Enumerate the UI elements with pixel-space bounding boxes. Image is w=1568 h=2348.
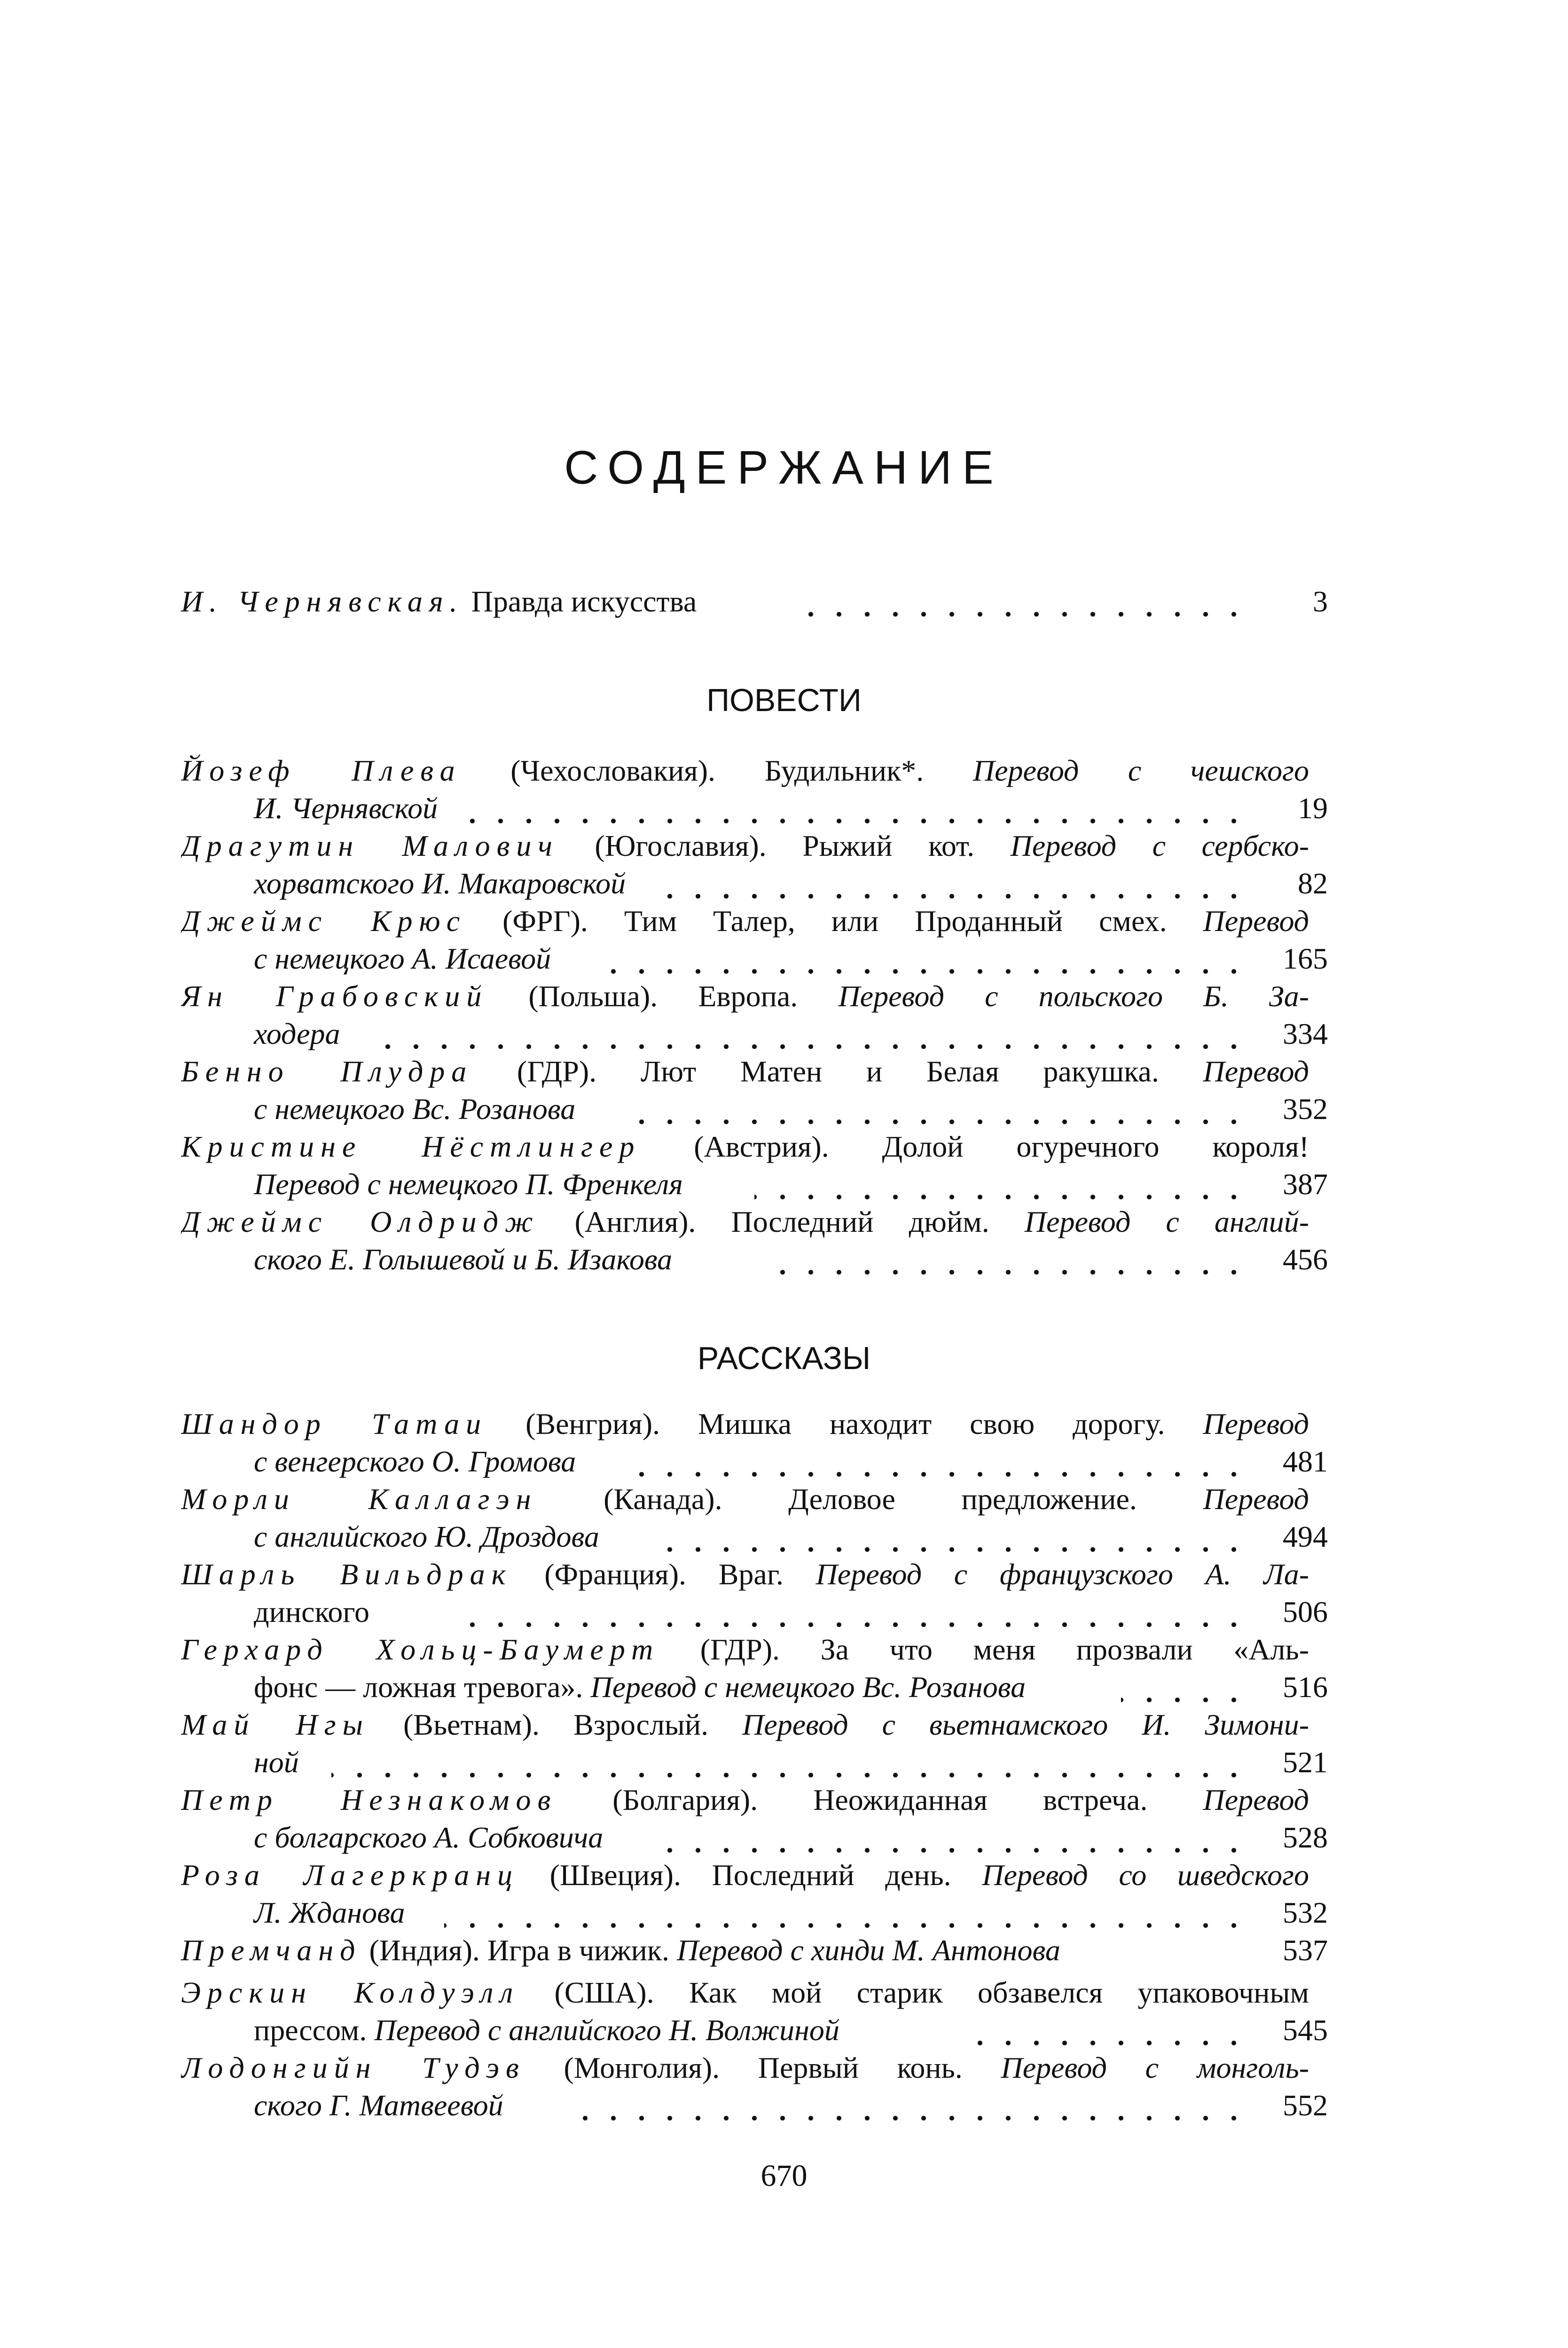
entry-translator: Перевод с немецкого П. Френкеля	[254, 1167, 683, 1201]
dot-leader	[764, 1270, 1248, 1275]
toc-entry	[181, 1405, 1328, 1480]
entry-page: 521	[1283, 1745, 1328, 1779]
entry-translator: с английского Ю. Дроздова	[254, 1520, 599, 1553]
toc-entry-line	[181, 978, 1309, 1015]
entry-title: (Швеция). Последний день.	[518, 1858, 982, 1892]
entry-translation: Перевод	[1203, 1055, 1309, 1088]
entry-author: И. Чернявская.	[181, 585, 464, 618]
toc-entry-line	[181, 1480, 1309, 1518]
entry-author: Йозеф Плева	[181, 754, 462, 787]
entry-author: Эрскин Колдуэлл	[181, 1976, 520, 2009]
entry-translation: Перевод с чешского	[972, 754, 1309, 787]
entry-page: 552	[1283, 2089, 1328, 2122]
entry-translator: ского Е. Голышевой и Б. Изакова	[254, 1243, 673, 1276]
entry-translator: ского Г. Матвеевой	[254, 2089, 503, 2122]
toc-entry-line	[181, 1894, 1328, 1932]
toc-entry-line	[181, 2011, 1328, 2049]
entry-translator: с болгарского А. Собковича	[254, 1821, 604, 1854]
toc-entry	[181, 827, 1328, 902]
dot-leader	[660, 894, 1248, 899]
entry-title: (Англия). Последний дюйм.	[539, 1205, 1025, 1238]
entry-title: (Венгрия). Мишка находит свою дорогу.	[487, 1407, 1203, 1440]
toc-entry-line	[181, 1631, 1309, 1668]
toc-entry-line	[181, 1053, 1309, 1090]
toc-entry-line	[181, 1203, 1309, 1241]
toc-entry-line	[181, 1241, 1328, 1278]
toc-entry-line	[181, 1556, 1309, 1593]
entry-title: (США). Как мой старик обзавелся упаковочным	[519, 1976, 1309, 2009]
entry-author: Шарль Вильдрак	[181, 1558, 512, 1591]
toc-entry-line	[181, 1443, 1328, 1480]
toc-entry	[181, 978, 1328, 1053]
toc-entry	[181, 752, 1328, 827]
entry-page: 528	[1283, 1821, 1328, 1854]
toc-entry-line	[181, 1744, 1328, 1781]
entry-translation: Перевод с вьетнамского И. Зимони-	[742, 1708, 1309, 1741]
dot-leader	[604, 969, 1248, 974]
toc-entry-line	[181, 1166, 1328, 1203]
entry-page: 532	[1283, 1896, 1328, 1929]
toc-entry	[181, 1932, 1328, 1969]
entry-author: Морли Каллагэн	[181, 1482, 538, 1516]
entry-title: (Польша). Европа.	[488, 979, 839, 1013]
entry-page: 19	[1298, 791, 1328, 825]
entry-page: 334	[1283, 1017, 1328, 1050]
toc-entry-line	[181, 1706, 1309, 1744]
entry-translator: динского	[254, 1595, 369, 1628]
entry-page: 82	[1298, 867, 1328, 900]
page-number: 670	[760, 2159, 808, 2193]
entry-author: Джеймс Олдридж	[181, 1205, 540, 1238]
entry-title-cont: прессом.	[254, 2013, 375, 2047]
toc-entry-line	[181, 1668, 1328, 1706]
entry-page: 481	[1283, 1445, 1328, 1478]
dot-leader	[463, 819, 1248, 823]
dot-leader	[754, 1195, 1248, 1199]
toc-entry	[181, 1128, 1328, 1203]
dot-leader	[444, 1923, 1248, 1928]
dot-leader	[331, 1773, 1248, 1777]
entry-translator: ной	[254, 1745, 299, 1779]
toc-entry	[181, 902, 1328, 978]
entry-page: 516	[1283, 1670, 1328, 1704]
entry-translator: с немецкого А. Исаевой	[254, 942, 551, 975]
section-heading-povesti: ПОВЕСТИ	[706, 682, 862, 718]
entry-title: (ФРГ). Тим Талер, или Проданный смех.	[466, 904, 1203, 938]
toc-entry	[181, 2049, 1328, 2124]
entry-translator: с немецкого Вс. Розанова	[254, 1092, 576, 1126]
toc-entry	[181, 1856, 1328, 1932]
dot-leader	[651, 1547, 1248, 1552]
dot-leader	[632, 1119, 1248, 1124]
entry-title: (Австрия). Долой огуречного короля!	[641, 1130, 1309, 1163]
entry-author: Драгутин Малович	[181, 829, 559, 862]
toc-entry	[181, 1631, 1328, 1706]
entry-title: (Канада). Деловое предложение.	[537, 1482, 1203, 1516]
toc-entry-preface	[181, 583, 1328, 620]
entry-translation: Перевод	[1203, 1482, 1309, 1516]
dot-leader	[369, 1044, 1248, 1049]
entry-author: Петр Незнакомов	[181, 1783, 557, 1816]
toc-entry	[181, 1053, 1328, 1128]
dot-leader	[1121, 1698, 1248, 1702]
entry-page: 494	[1283, 1520, 1328, 1553]
toc-entry	[181, 1203, 1328, 1278]
toc-entry	[181, 1556, 1328, 1631]
entry-title: (ГДР). Лют Матен и Белая ракушка.	[473, 1055, 1203, 1088]
toc-entry-line	[181, 1593, 1328, 1631]
entry-title: Правда искусства	[463, 585, 697, 618]
entry-translator: хорватского И. Макаровской	[254, 867, 626, 900]
entry-translation: Перевод	[1203, 904, 1309, 938]
entry-page: 506	[1283, 1595, 1328, 1628]
entry-title-cont: фонс — ложная тревога».	[254, 1670, 591, 1704]
entry-author: Кристине Нёстлингер	[181, 1130, 641, 1163]
entry-author: Май Нгы	[181, 1708, 369, 1741]
toc-entry-line	[181, 1974, 1309, 2011]
entry-author: Герхард Хольц-Баумерт	[181, 1633, 660, 1666]
entry-title: (ГДР). За что меня прозвали «Аль-	[659, 1633, 1309, 1666]
dot-leader	[632, 1472, 1248, 1477]
entry-page: 537	[1283, 1933, 1328, 1967]
section-heading-rasskazy: РАССКАЗЫ	[697, 1340, 871, 1376]
dot-leader	[463, 1622, 1248, 1627]
toc-entry-line	[181, 1819, 1328, 1856]
toc-entry-line	[181, 902, 1309, 940]
toc-entry-line	[181, 865, 1328, 902]
toc-entry-line	[181, 1932, 1328, 1969]
entry-translator: ходера	[254, 1017, 340, 1050]
entry-title: (Монголия). Первый конь.	[525, 2051, 1001, 2084]
entry-author: Бенно Плудра	[181, 1055, 473, 1088]
entry-page: 456	[1283, 1243, 1328, 1276]
entry-title: (Франция). Враг.	[512, 1558, 816, 1591]
entry-translator: с венгерского О. Громова	[254, 1445, 576, 1478]
toc-entry-line	[181, 2087, 1328, 2124]
dot-leader	[660, 1848, 1248, 1853]
entry-title: (Болгария). Неожиданная встреча.	[557, 1783, 1203, 1816]
entry-title: (Югославия). Рыжий кот.	[558, 829, 1011, 862]
entry-translation: Перевод	[1203, 1783, 1309, 1816]
entry-title: (Индия). Игра в чижик.	[361, 1933, 677, 1967]
entry-translation: Перевод с хинди М. Антонова	[676, 1933, 1060, 1967]
entry-page: 165	[1283, 942, 1328, 975]
toc-entry-line	[181, 827, 1309, 865]
toc-entry-line	[181, 2049, 1309, 2087]
toc-entry-line	[181, 1015, 1328, 1053]
toc-entry-line	[181, 1128, 1309, 1166]
entry-translation: Перевод с польского Б. За-	[838, 979, 1309, 1013]
entry-translator: Перевод с английского Н. Волжиной	[374, 2013, 839, 2047]
entry-page: 545	[1283, 2013, 1328, 2047]
page-title: СОДЕРЖАНИЕ	[564, 441, 1004, 494]
toc-entry	[181, 1781, 1328, 1856]
entry-page: 352	[1283, 1092, 1328, 1126]
entry-translator: Л. Жданова	[254, 1896, 405, 1929]
toc-entry-line	[181, 1781, 1309, 1819]
entry-author: Роза Лагеркранц	[181, 1858, 519, 1892]
dot-leader	[971, 2041, 1248, 2045]
entry-translation: Перевод с англий-	[1024, 1205, 1309, 1238]
entry-translation: Перевод с сербско-	[1010, 829, 1309, 862]
toc-entry	[181, 1706, 1328, 1781]
toc-entry-line	[181, 940, 1328, 978]
toc-entry-line	[181, 1405, 1309, 1443]
toc-entry-line	[181, 583, 1328, 620]
toc-entry-line	[181, 790, 1328, 827]
entry-translation: Перевод с монголь-	[1001, 2051, 1309, 2084]
entry-author: Шандор Татаи	[181, 1407, 488, 1440]
entry-translator: И. Чернявской	[254, 791, 438, 825]
toc-entry	[181, 1974, 1328, 2049]
dot-leader	[566, 2116, 1248, 2121]
entry-translation: Перевод со шведского	[982, 1858, 1309, 1892]
entry-author: Лодонгийн Тудэв	[181, 2051, 525, 2084]
entry-translation: Перевод с французского А. Ла-	[815, 1558, 1309, 1591]
toc-entry-line	[181, 752, 1309, 790]
toc-entry-line	[181, 1518, 1328, 1556]
toc-entry	[181, 1480, 1328, 1556]
entry-translator: Перевод с немецкого Вс. Розанова	[590, 1670, 1026, 1704]
entry-page: 3	[1313, 585, 1328, 618]
entry-page: 387	[1283, 1167, 1328, 1201]
entry-translation: Перевод	[1203, 1407, 1309, 1440]
toc-entry-line	[181, 1090, 1328, 1128]
entry-author: Ян Грабовский	[181, 979, 488, 1013]
toc-entry-line	[181, 1856, 1309, 1894]
entry-title: (Вьетнам). Взрослый.	[369, 1708, 743, 1741]
entry-title: (Чехословакия). Будильник*.	[461, 754, 973, 787]
entry-author: Премчанд	[181, 1933, 362, 1967]
entry-author: Джеймс Крюс	[181, 904, 467, 938]
dot-leader	[787, 612, 1248, 617]
